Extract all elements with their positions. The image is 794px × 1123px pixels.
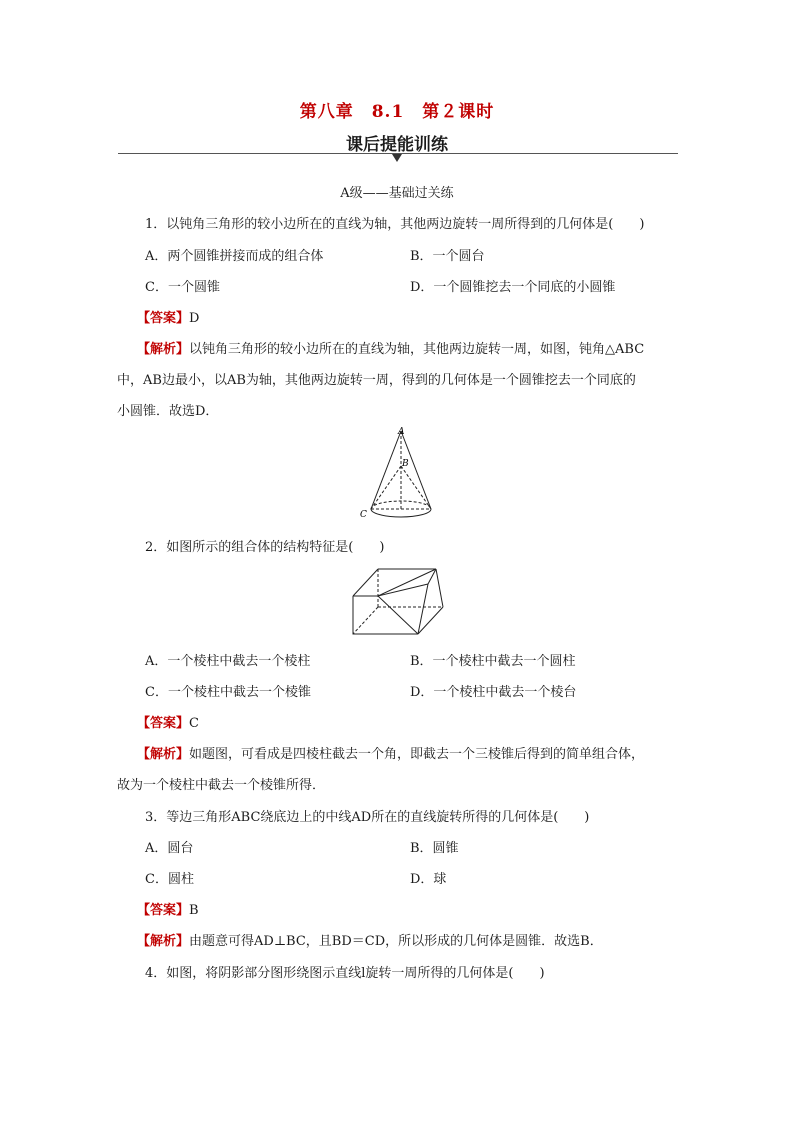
q1-analysis-line1 xyxy=(137,338,644,357)
q2-stem: 2．如图所示的组合体的结构特征是( ) xyxy=(145,540,385,555)
q2-answer xyxy=(137,712,199,731)
q3-stem: 3．等边三角形ABC绕底边上的中线AD所在的直线旋转所得的几何体是( ) xyxy=(145,810,590,825)
label-c: C xyxy=(360,510,367,520)
answer-tag: 【答案】 xyxy=(137,311,190,326)
analysis-tag: 【解析】 xyxy=(137,934,190,949)
q2-analysis-line2: 故为一个棱柱中截去一个棱锥所得． xyxy=(117,778,326,793)
q1-option-c: C．一个圆锥 xyxy=(145,280,220,295)
answer-tag: 【答案】 xyxy=(137,716,190,731)
analysis-text: 以钝角三角形的较小边所在的直线为轴，其他两边旋转一周，如图，钝角△ABC xyxy=(189,342,645,357)
q2-option-a: A．一个棱柱中截去一个棱柱 xyxy=(145,654,311,669)
answer-tag: 【答案】 xyxy=(137,903,190,918)
q3-option-a: A．圆台 xyxy=(145,841,194,856)
analysis-tag: 【解析】 xyxy=(137,342,190,357)
q1-analysis-line3: 小圆锥．故选D． xyxy=(117,404,219,419)
q3-option-b: B．圆锥 xyxy=(410,841,459,856)
q2-option-b: B．一个棱柱中截去一个圆柱 xyxy=(410,654,576,669)
q1-analysis-line2: 中，AB边最小，以AB为轴，其他两边旋转一周，得到的几何体是一个圆锥挖去一个同底的 xyxy=(117,373,636,388)
q1-option-d: D．一个圆锥挖去一个同底的小圆锥 xyxy=(410,280,616,295)
page-subtitle: 课后提能训练 xyxy=(346,135,448,155)
answer-value: C xyxy=(189,716,199,731)
q3-analysis-line1 xyxy=(137,930,603,949)
q3-option-c: C．圆柱 xyxy=(145,872,194,887)
q2-analysis-line1 xyxy=(137,743,644,762)
analysis-text: 由题意可得AD⊥BC，且BD＝CD，所以形成的几何体是圆锥．故选B． xyxy=(189,934,603,949)
q1-option-a: A．两个圆锥拼接而成的组合体 xyxy=(145,249,324,264)
q3-option-d: D．球 xyxy=(410,872,447,887)
cone-figure xyxy=(355,422,445,522)
q1-stem: 1．以钝角三角形的较小边所在的直线为轴，其他两边旋转一周所得到的几何体是( ) xyxy=(145,217,645,232)
analysis-tag: 【解析】 xyxy=(137,747,190,762)
label-b: B xyxy=(402,459,409,469)
answer-value: B xyxy=(189,903,199,918)
answer-value: D xyxy=(189,311,200,326)
analysis-text: 如题图，可看成是四棱柱截去一个角，即截去一个三棱锥后得到的简单组合体， xyxy=(189,747,645,762)
q1-option-b: B．一个圆台 xyxy=(410,249,485,264)
prism-figure xyxy=(348,560,448,640)
label-a: A xyxy=(398,427,405,437)
chapter-title: 第八章 8.1 第２课时 xyxy=(299,102,495,122)
q4-stem: 4．如图，将阴影部分图形绕图示直线l旋转一周所得的几何体是( ) xyxy=(145,966,545,981)
q1-answer xyxy=(137,307,199,326)
q3-answer xyxy=(137,899,199,918)
q2-option-c: C．一个棱柱中截去一个棱锥 xyxy=(145,685,311,700)
q2-option-d: D．一个棱柱中截去一个棱台 xyxy=(410,685,577,700)
triangle-marker-icon xyxy=(392,154,402,162)
level-heading: A级——基础过关练 xyxy=(340,186,454,201)
